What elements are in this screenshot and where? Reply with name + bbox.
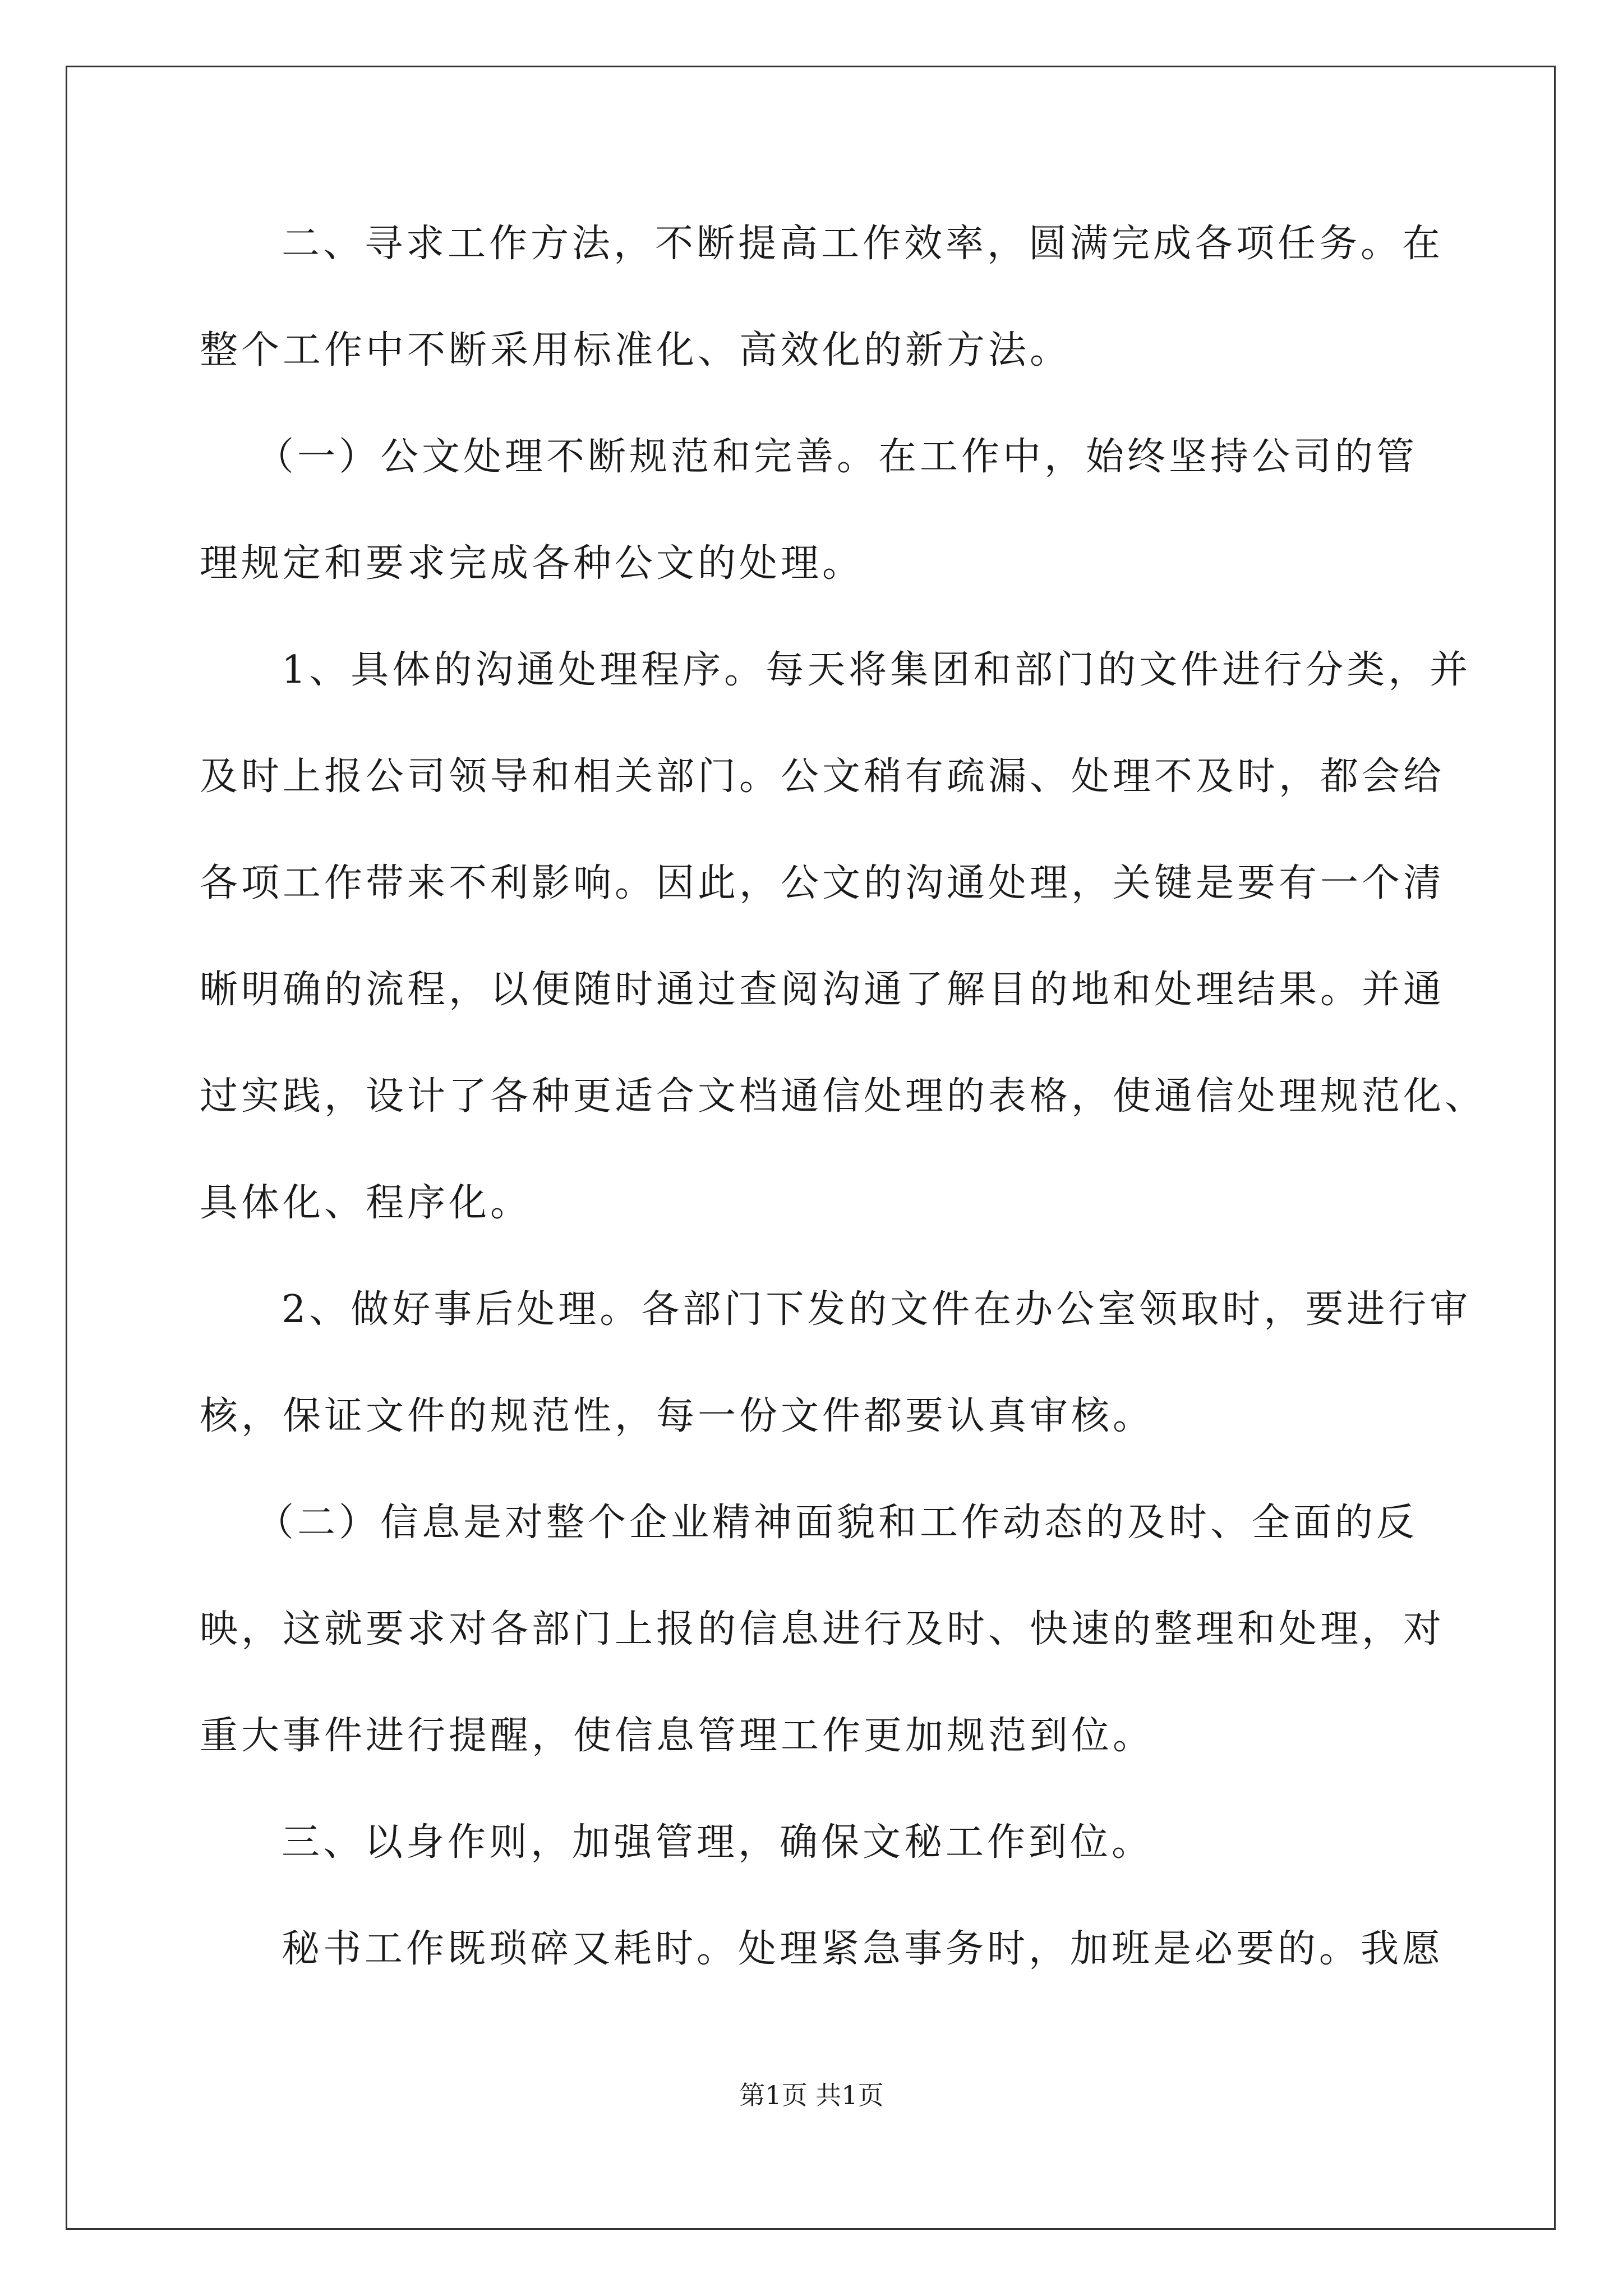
paragraph-line: （二）信息是对整个企业精神面貌和工作动态的及时、全面的反 [256,1501,1418,1545]
page-number-footer: 第1页 共1页 [739,2080,884,2110]
paragraph-line: 晰明确的流程，以便随时通过查阅沟通了解目的地和处理结果。并通 [200,968,1445,1012]
page-border [66,66,1556,2230]
paragraph-line: 1、具体的沟通处理程序。每天将集团和部门的文件进行分类，并 [282,648,1472,692]
paragraph-line: 各项工作带来不利影响。因此，公文的沟通处理，关键是要有一个清 [200,861,1445,905]
paragraph-line: 秘书工作既琐碎又耗时。处理紧急事务时，加班是必要的。我愿 [282,1927,1444,1971]
paragraph-line: （一）公文处理不断规范和完善。在工作中，始终坚持公司的管 [256,435,1418,479]
paragraph-line: 理规定和要求完成各种公文的处理。 [200,541,864,586]
paragraph-line: 整个工作中不断采用标准化、高效化的新方法。 [200,328,1072,372]
paragraph-line: 具体化、程序化。 [200,1181,532,1225]
paragraph-line: 核，保证文件的规范性，每一份文件都要认真审核。 [200,1394,1155,1438]
paragraph-line: 及时上报公司领导和相关部门。公文稍有疏漏、处理不及时，都会给 [200,754,1445,799]
paragraph-line: 三、以身作则，加强管理，确保文秘工作到位。 [282,1820,1154,1865]
paragraph-line: 过实践，设计了各种更适合文档通信处理的表格，使通信处理规范化、 [200,1074,1487,1119]
paragraph-line: 映，这就要求对各部门上报的信息进行及时、快速的整理和处理，对 [200,1607,1445,1651]
paragraph-line: 二、寻求工作方法，不断提高工作效率，圆满完成各项任务。在 [282,222,1444,266]
paragraph-line: 重大事件进行提醒，使信息管理工作更加规范到位。 [200,1714,1155,1758]
paragraph-line: 2、做好事后处理。各部门下发的文件在办公室领取时，要进行审 [282,1287,1472,1332]
